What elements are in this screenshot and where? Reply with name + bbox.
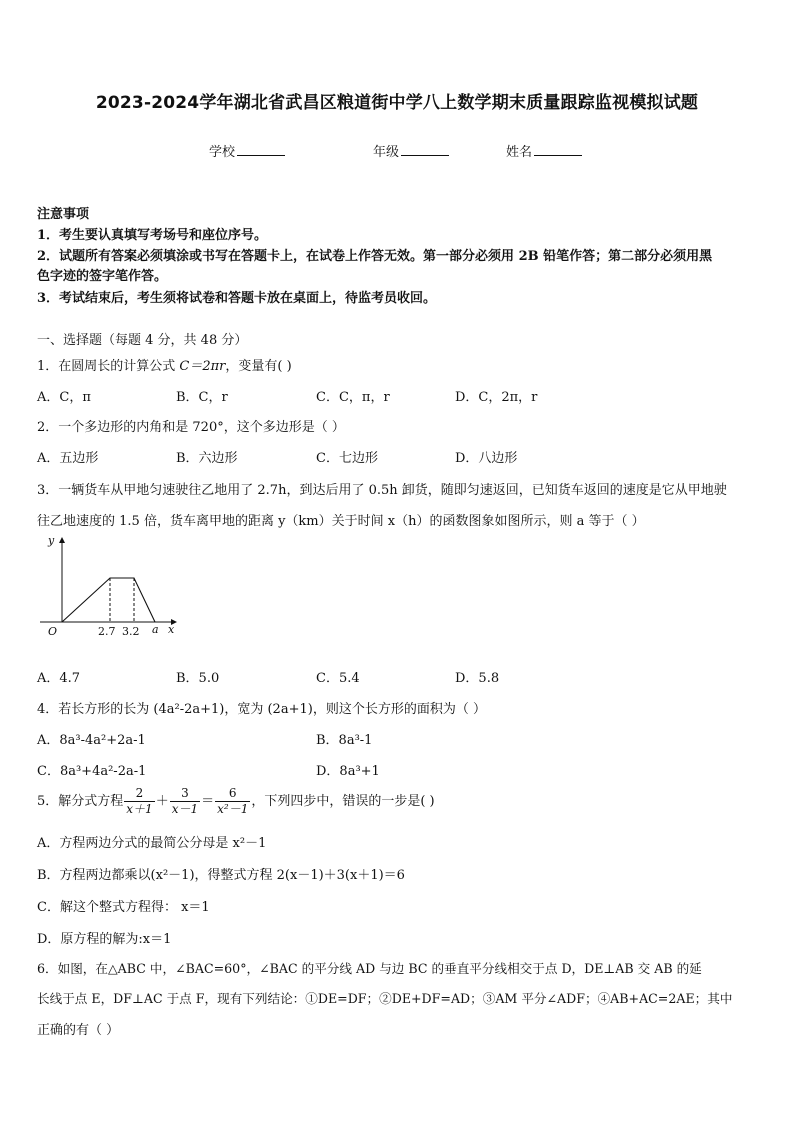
name-blank[interactable] [534,143,582,156]
q4-option-a[interactable]: A．8a³-4a²+2a-1 [37,733,146,748]
q5-option-d[interactable]: D．原方程的解为:x＝1 [37,932,172,947]
q2-option-d[interactable]: D．八边形 [455,451,518,466]
q5-text: 5．解分式方程 [37,794,124,809]
q5-option-b[interactable]: B．方程两边都乘以(x²－1)，得整式方程 2(x－1)＋3(x＋1)＝6 [37,868,405,883]
fraction-2-denominator: x－1 [171,802,199,816]
grade-label: 年级 [373,145,400,160]
notes-item: 2．试题所有答案必须填涂或书写在答题卡上，在试卷上作答无效。第一部分必须用 2B 铅笔作答；第二部分必须用黑 [37,249,713,264]
school-field[interactable] [209,141,285,160]
question-4: 4．若长方形的长为 (4a²-2a+1)，宽为 (2a+1)，则这个长方形的面积为（ ） [37,702,486,717]
distance-time-line [62,578,155,622]
fraction-3 [215,786,250,817]
q1-formula: C＝2πr [179,359,226,374]
plus-sign: ＋ [155,794,169,809]
tick-label-3-2: 3.2 [122,625,140,638]
fraction-1-numerator: 2 [124,786,154,802]
y-axis-label: y [48,534,55,547]
q5-option-a[interactable]: A．方程两边分式的最简公分母是 x²－1 [37,836,267,851]
equals-sign: ＝ [201,794,215,809]
q3-option-c[interactable]: C．5.4 [316,671,360,686]
notes-item: 3．考试结束后，考生须将试卷和答题卡放在桌面上，待监考员收回。 [37,291,437,306]
q4-option-b[interactable]: B．8a³-1 [316,733,373,748]
question-6-line-2: 长线于点 E，DF⊥AC 于点 F，现有下列结论：①DE=DF；②DE+DF=AD；③AM 平分∠ADF；④AB+AC=2AE；其中 [37,991,733,1006]
q3-option-a[interactable]: A．4.7 [37,671,81,686]
q4-option-d[interactable]: D．8a³+1 [316,764,380,779]
tick-label-a: a [152,623,159,636]
page-title: 2023-2024学年湖北省武昌区粮道街中学八上数学期末质量跟踪监视模拟试题 [95,93,699,113]
name-label: 姓名 [506,145,533,160]
q1-option-a[interactable]: A．C，π [37,390,91,405]
fraction-3-numerator: 6 [215,786,250,802]
notes-heading: 注意事项 [37,207,90,222]
question-3-line-2: 往乙地速度的 1.5 倍，货车离甲地的距离 y（km）关于时间 x（h）的函数图象如图所示，则 a 等于（ ） [37,514,645,529]
grade-field[interactable] [373,141,449,160]
school-label: 学校 [209,145,236,160]
q1-option-d[interactable]: D．C，2π，r [455,390,538,405]
q3-function-graph [36,532,196,644]
fraction-3-denominator: x²－1 [217,802,249,816]
question-6-line-3: 正确的有（ ） [37,1023,120,1038]
q1-option-b[interactable]: B．C，r [176,390,228,405]
q5-text-end: ，下列四步中，错误的一步是( ) [251,794,435,809]
name-field[interactable] [506,141,582,160]
q3-option-d[interactable]: D．5.8 [455,671,500,686]
section-heading: 一、选择题（每题 4 分，共 48 分） [37,333,248,348]
question-5 [37,786,435,817]
q4-option-c[interactable]: C．8a³+4a²-2a-1 [37,764,147,779]
q2-option-c[interactable]: C．七边形 [316,451,378,466]
question-6-line-1: 6．如图，在△ABC 中，∠BAC=60°，∠BAC 的平分线 AD 与边 BC 的垂直平分线相交于点 D，DE⊥AB 交 AB 的延 [37,961,702,976]
x-axis-label: x [168,623,175,636]
q1-option-c[interactable]: C．C，π，r [316,390,390,405]
fraction-1-denominator: x＋1 [126,802,153,816]
question-1 [37,355,292,374]
grade-blank[interactable] [401,143,449,156]
q3-option-b[interactable]: B．5.0 [176,671,220,686]
q1-text-end: ，变量有( ) [225,359,292,374]
school-blank[interactable] [237,143,285,156]
notes-item: 色字迹的签字笔作答。 [37,269,168,284]
fraction-2-numerator: 3 [170,786,200,802]
q1-text: 1．在圆周长的计算公式 [37,359,180,374]
origin-label: O [48,625,58,638]
fraction-2 [170,786,200,817]
question-3-line-1: 3．一辆货车从甲地匀速驶往乙地用了 2.7h，到达后用了 0.5h 卸货，随即匀速返回，已知货车返回的速度是它从甲地驶 [37,483,727,498]
fraction-1 [124,786,154,817]
q2-option-b[interactable]: B．六边形 [176,451,238,466]
notes-item: 1．考生要认真填写考场号和座位序号。 [37,228,268,243]
q5-option-c[interactable]: C．解这个整式方程得： x＝1 [37,900,210,915]
question-2: 2．一个多边形的内角和是 720°，这个多边形是（ ） [37,420,345,435]
q2-option-a[interactable]: A．五边形 [37,451,99,466]
tick-label-2-7: 2.7 [98,625,116,638]
